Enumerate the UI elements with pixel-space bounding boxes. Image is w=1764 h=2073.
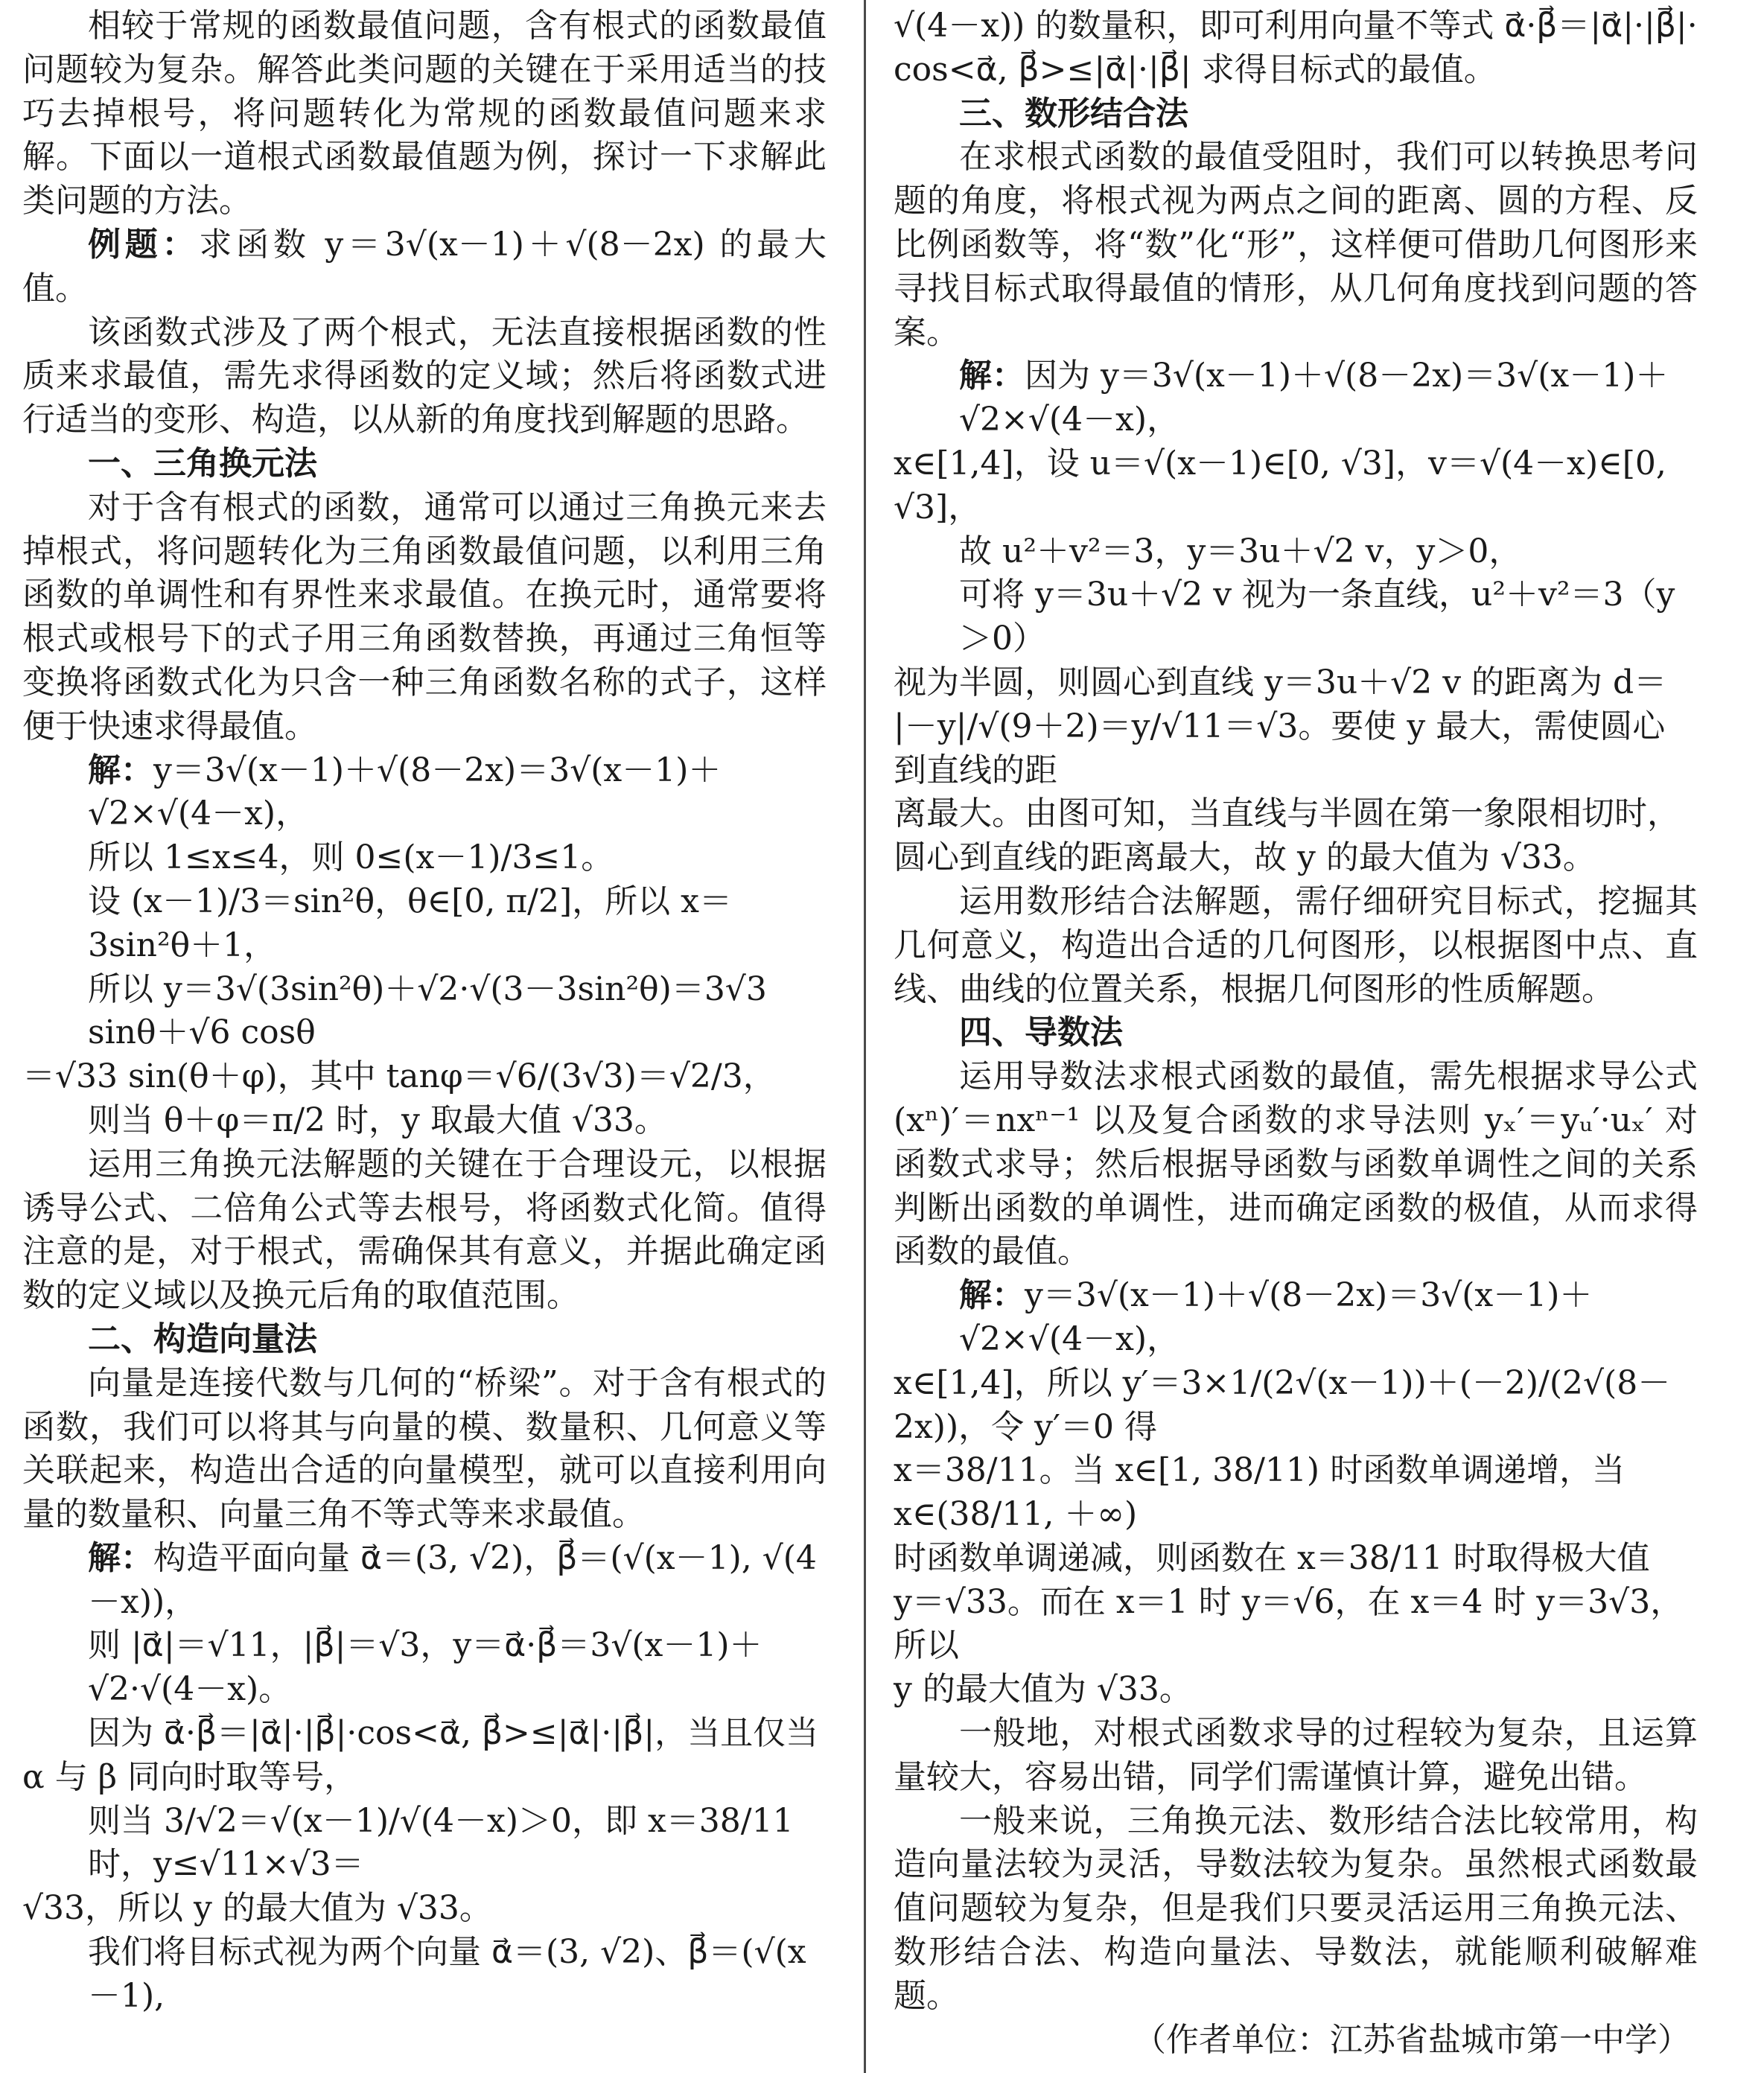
- math-line: [22, 1712, 827, 1756]
- paragraph: [22, 311, 827, 442]
- text: cos<α⃗, β⃗>≤|α⃗|·|β⃗| 求得目标式的最值。: [894, 50, 1497, 89]
- math-line: [894, 48, 1698, 92]
- math-line: [894, 573, 1698, 661]
- text: 运用导数法求根式函数的最值，需先根据求导公式 (xⁿ)′＝nxⁿ⁻¹ 以及复合函数的求导法则 yₓ′＝yᵤ′·uₓ′ 对函数式求导；然后根据导函数与函数单调性之间的关系判断出函数的单调性，进而确定函数的极值，从而求得函数的最值。: [894, 1057, 1698, 1271]
- text: y＝√33。而在 x＝1 时 y＝√6，在 x＝4 时 y＝3√3，所以: [894, 1582, 1684, 1665]
- text: 设 (x－1)/3＝sin²θ，θ∈[0, π/2]，所以 x＝3sin²θ＋1，: [88, 882, 732, 964]
- text: √(4－x)) 的数量积，即可利用向量不等式 α⃗·β⃗＝|α⃗|·|β⃗|·: [894, 7, 1698, 45]
- author-affiliation: [894, 2019, 1698, 2063]
- math-line: [894, 1449, 1698, 1537]
- text: 相较于常规的函数最值问题，含有根式的函数最值问题较为复杂。解答此类问题的关键在于采用适当的技巧去掉根号，将问题转化为常规的函数最值问题来求解。下面以一道根式函数最值题为例，探讨一下求解此类问题的方法。: [22, 7, 827, 220]
- text: x∈[1,4]，设 u＝√(x－1)∈[0, √3]，v＝√(4－x)∈[0, √3]，: [894, 444, 1666, 526]
- section-heading: [22, 442, 827, 486]
- math-line: [22, 1055, 827, 1099]
- math-line: [22, 880, 827, 968]
- math-line: [22, 1800, 827, 1888]
- paragraph: [22, 4, 827, 223]
- solution-label: 解：: [88, 1538, 153, 1577]
- math-line: [894, 1537, 1698, 1581]
- math-line: [894, 792, 1698, 836]
- math-line: [22, 968, 827, 1056]
- text: 所以 1≤x≤4，则 0≤(x－1)/3≤1。: [88, 838, 614, 877]
- text: 二、构造向量法: [88, 1319, 317, 1358]
- text: 则 |α⃗|＝√11，|β⃗|＝√3，y＝α⃗·β⃗＝3√(x－1)＋√2·√(4－x)。: [88, 1626, 762, 1709]
- section-heading: [22, 1318, 827, 1362]
- math-line: [894, 4, 1698, 48]
- paragraph: [894, 1800, 1698, 2019]
- text: 我们将目标式视为两个向量 α⃗＝(3, √2)、β⃗＝(√(x－1),: [88, 1933, 806, 2015]
- math-line: [22, 836, 827, 880]
- math-line: [894, 1581, 1698, 1669]
- text: α 与 β 同向时取等号，: [22, 1757, 357, 1796]
- text: 一、三角换元法: [88, 444, 317, 483]
- solution-label: 解：: [959, 357, 1025, 395]
- section-heading: [894, 1011, 1698, 1055]
- math-line: [22, 1756, 827, 1800]
- text: 求函数 y＝3√(x－1)＋√(8－2x) 的最大值。: [22, 225, 827, 308]
- text: 四、导数法: [959, 1013, 1123, 1052]
- text: x∈[1,4]，所以 y′＝3×1/(2√(x－1))＋(－2)/(2√(8－2x))，令 y′＝0 得: [894, 1363, 1671, 1446]
- text: 故 u²＋v²＝3，y＝3u＋√2 v，y＞0，: [959, 532, 1522, 570]
- column-divider: [864, 0, 866, 2073]
- paragraph: [894, 136, 1698, 354]
- math-line: [22, 1099, 827, 1143]
- math-line: [894, 1274, 1698, 1362]
- paragraph: [894, 1712, 1698, 1800]
- text: 因为 α⃗·β⃗＝|α⃗|·|β⃗|·cos<α⃗, β⃗>≤|α⃗|·|β⃗|，当且仅当: [88, 1714, 819, 1753]
- text: 可将 y＝3u＋√2 v 视为一条直线，u²＋v²＝3（y＞0）: [959, 576, 1675, 658]
- text: 一般地，对根式函数求导的过程较为复杂，且运算量较大，容易出错，同学们需谨慎计算，避免出错。: [894, 1714, 1698, 1796]
- text: 运用数形结合法解题，需仔细研究目标式，挖掘其几何意义，构造出合适的几何图形，以根据图中点、直线、曲线的位置关系，根据几何图形的性质解题。: [894, 882, 1698, 1008]
- math-line: [894, 442, 1698, 530]
- paragraph: [22, 1362, 827, 1537]
- paragraph: [22, 223, 827, 311]
- text: y＝3√(x－1)＋√(8－2x)＝3√(x－1)＋√2×√(4－x)，: [88, 751, 722, 833]
- text: 所以 y＝3√(3sin²θ)＋√2·√(3－3sin²θ)＝3√3 sinθ＋√6 cosθ: [88, 969, 767, 1052]
- text: 该函数式涉及了两个根式，无法直接根据函数的性质来求最值，需先求得函数的定义域；然后将函数式进行适当的变形、构造，以从新的角度找到解题的思路。: [22, 313, 827, 439]
- math-line: [894, 705, 1698, 793]
- text: 时函数单调递减，则函数在 x＝38/11 时取得极大值: [894, 1538, 1650, 1577]
- text: 离最大。由图可知，当直线与半圆在第一象限相切时，: [894, 795, 1680, 833]
- math-line: [22, 1537, 827, 1625]
- paragraph: [894, 1055, 1698, 1274]
- text: 视为半圆，则圆心到直线 y＝3u＋√2 v 的距离为 d＝: [894, 663, 1667, 701]
- solution-label: 解：: [88, 751, 153, 789]
- text: 一般来说，三角换元法、数形结合法比较常用，构造向量法较为灵活，导数法较为复杂。虽然根式函数最值问题较为复杂，但是我们只要灵活运用三角换元法、数形结合法、构造向量法、导数法，就能顺利破解难题。: [894, 1801, 1698, 2015]
- text: √33，所以 y 的最大值为 √33。: [22, 1889, 492, 1928]
- text: 构造平面向量 α⃗＝(3, √2)，β⃗＝(√(x－1), √(4－x))，: [88, 1538, 817, 1621]
- math-line: [894, 836, 1698, 880]
- paragraph: [22, 486, 827, 749]
- text: 则当 θ＋φ＝π/2 时，y 取最大值 √33。: [88, 1101, 667, 1139]
- text: 对于含有根式的函数，通常可以通过三角换元来去掉根式，将问题转化为三角函数最值问题，以利用三角函数的单调性和有界性来求最值。在换元时，通常要将根式或根号下的式子用三角函数替换，再通过三角恒等变换将函数式化为只含一种三角函数名称的式子，这样便于快速求得最值。: [22, 488, 827, 745]
- math-line: [894, 1362, 1698, 1450]
- math-line: [22, 749, 827, 837]
- solution-label: 解：: [959, 1276, 1025, 1315]
- math-line: [894, 530, 1698, 574]
- math-line: [22, 1931, 827, 2019]
- text: 圆心到直线的距离最大，故 y 的最大值为 √33。: [894, 838, 1596, 877]
- math-line: [894, 1668, 1698, 1712]
- solution-label: 例题：: [88, 225, 200, 264]
- text: y＝3√(x－1)＋√(8－2x)＝3√(x－1)＋√2×√(4－x)，: [959, 1276, 1593, 1358]
- section-heading: [894, 92, 1698, 136]
- text: 运用三角换元法解题的关键在于合理设元，以根据诱导公式、二倍角公式等去根号，将函数式化简。值得注意的是，对于根式，需确保其有意义，并据此确定函数的定义域以及换元后角的取值范围。: [22, 1144, 827, 1315]
- text: 三、数形结合法: [959, 94, 1188, 133]
- math-line: [894, 354, 1698, 442]
- math-line: [22, 1887, 827, 1931]
- paragraph: [894, 880, 1698, 1011]
- math-line: [22, 1624, 827, 1712]
- text: |－y|/√(9＋2)＝y/√11＝√3。要使 y 最大，需使圆心到直线的距: [894, 707, 1666, 789]
- text: x＝38/11。当 x∈[1, 38/11) 时函数单调递增，当 x∈(38/11, ＋∞): [894, 1451, 1626, 1534]
- text: y 的最大值为 √33。: [894, 1670, 1192, 1709]
- text: ＝√33 sin(θ＋φ)，其中 tanφ＝√6/(3√3)＝√2/3，: [22, 1057, 776, 1096]
- paragraph: [22, 1143, 827, 1318]
- right-column: [894, 4, 1698, 2062]
- text: 在求根式函数的最值受阻时，我们可以转换思考问题的角度，将根式视为两点之间的距离、圆的方程、反比例函数等，将“数”化“形”，这样便可借助几何图形来寻找目标式取得最值的情形，从几何角度找到问题的答案。: [894, 138, 1698, 351]
- text: （作者单位：江苏省盐城市第一中学）: [1133, 2020, 1690, 2059]
- math-line: [894, 661, 1698, 705]
- text: 因为 y＝3√(x－1)＋√(8－2x)＝3√(x－1)＋√2×√(4－x)，: [959, 357, 1669, 439]
- left-column: [22, 4, 827, 2019]
- text: 向量是连接代数与几何的“桥梁”。对于含有根式的函数，我们可以将其与向量的模、数量积、几何意义等关联起来，构造出合适的向量模型，就可以直接利用向量的数量积、向量三角不等式等来求最值。: [22, 1363, 827, 1534]
- text: 则当 3/√2＝√(x－1)/√(4－x)＞0，即 x＝38/11 时，y≤√11×√3＝: [88, 1801, 794, 1884]
